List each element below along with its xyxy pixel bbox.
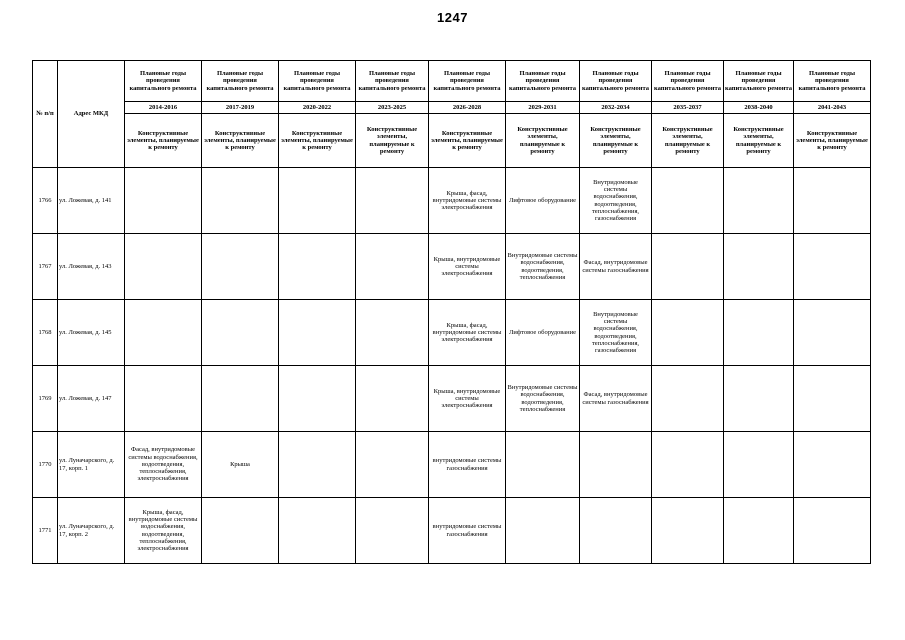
elements-subheader: Конструктивные элементы, планируемые к ремонту — [429, 114, 506, 168]
period-years-header: 2041-2043 — [794, 102, 871, 114]
repair-elements-cell: Внутридомовые системы водоснабжения, водоотведения, теплоснабжения, газоснабжения — [580, 300, 652, 366]
row-address: ул. Ложевая, д. 145 — [58, 300, 125, 366]
period-years-header: 2017-2019 — [202, 102, 279, 114]
repair-elements-cell — [724, 498, 794, 564]
period-years-header: 2029-2031 — [506, 102, 580, 114]
repair-elements-cell: Крыша, фасад, внутридомовые системы электроснабжения — [429, 168, 506, 234]
table-row — [33, 234, 871, 300]
repair-elements-cell — [794, 168, 871, 234]
period-years-header: 2035-2037 — [652, 102, 724, 114]
table-row — [33, 168, 871, 234]
table-row — [33, 432, 871, 498]
repair-elements-cell: Фасад, внутридомовые системы газоснабжения — [580, 234, 652, 300]
repair-elements-cell: Фасад, внутридомовые системы газоснабжения — [580, 366, 652, 432]
elements-subheader: Конструктивные элементы, планируемые к ремонту — [125, 114, 202, 168]
page-number: 1247 — [437, 10, 468, 25]
repair-elements-cell — [125, 300, 202, 366]
repair-elements-cell: Крыша, фасад, внутридомовые системы электроснабжения — [429, 300, 506, 366]
table-row — [33, 366, 871, 432]
period-years-header: 2026-2028 — [429, 102, 506, 114]
repair-elements-cell: Внутридомовые системы водоснабжения, водоотведения, теплоснабжения — [506, 366, 580, 432]
repair-elements-cell: Фасад, внутридомовые системы водоснабжения, водоотведения, теплоснабжения, электроснабжения — [125, 432, 202, 498]
repair-schedule-table — [32, 60, 871, 564]
repair-elements-cell — [202, 366, 279, 432]
elements-subheader: Конструктивные элементы, планируемые к ремонту — [356, 114, 429, 168]
period-title-header: Плановые годы проведения капитального ремонта — [506, 61, 580, 102]
table-row — [33, 498, 871, 564]
repair-elements-cell: Крыша — [202, 432, 279, 498]
repair-elements-cell: Внутридомовые системы водоснабжения, водоотведения, теплоснабжения, газоснабжения — [580, 168, 652, 234]
repair-elements-cell — [202, 300, 279, 366]
repair-elements-cell: внутридомовые системы газоснабжения — [429, 432, 506, 498]
repair-elements-cell — [125, 168, 202, 234]
elements-subheader: Конструктивные элементы, планируемые к ремонту — [794, 114, 871, 168]
repair-elements-cell — [202, 168, 279, 234]
repair-elements-cell — [724, 234, 794, 300]
repair-elements-cell — [356, 300, 429, 366]
repair-elements-cell — [279, 366, 356, 432]
repair-elements-cell — [580, 498, 652, 564]
repair-elements-cell — [794, 432, 871, 498]
period-title-header: Плановые годы проведения капитального ремонта — [125, 61, 202, 102]
elements-subheader: Конструктивные элементы, планируемые к ремонту — [652, 114, 724, 168]
repair-elements-cell: Крыша, внутридомовые системы электроснабжения — [429, 366, 506, 432]
row-number: 1771 — [33, 498, 58, 564]
repair-elements-cell — [506, 432, 580, 498]
period-title-header: Плановые годы проведения капитального ремонта — [202, 61, 279, 102]
repair-elements-cell — [356, 168, 429, 234]
repair-elements-cell — [652, 234, 724, 300]
repair-elements-cell — [356, 366, 429, 432]
elements-subheader: Конструктивные элементы, планируемые к ремонту — [580, 114, 652, 168]
row-address: ул. Луначарского, д. 17, корп. 1 — [58, 432, 125, 498]
repair-elements-cell: Крыша, фасад, внутридомовые системы водоснабжения, водоотведения, теплоснабжения, электроснабжения — [125, 498, 202, 564]
repair-elements-cell — [356, 234, 429, 300]
row-number: 1769 — [33, 366, 58, 432]
elements-subheader: Конструктивные элементы, планируемые к ремонту — [506, 114, 580, 168]
period-title-header: Плановые годы проведения капитального ремонта — [356, 61, 429, 102]
period-years-header: 2020-2022 — [279, 102, 356, 114]
repair-elements-cell — [794, 366, 871, 432]
repair-elements-cell — [724, 432, 794, 498]
row-address: ул. Ложевая, д. 147 — [58, 366, 125, 432]
period-title-header: Плановые годы проведения капитального ремонта — [652, 61, 724, 102]
repair-elements-cell — [506, 498, 580, 564]
repair-elements-cell — [125, 366, 202, 432]
repair-elements-cell: Лифтовое оборудование — [506, 168, 580, 234]
repair-elements-cell — [794, 300, 871, 366]
row-address: ул. Ложевая, д. 143 — [58, 234, 125, 300]
repair-elements-cell — [652, 498, 724, 564]
repair-elements-cell — [279, 300, 356, 366]
period-title-header: Плановые годы проведения капитального ремонта — [794, 61, 871, 102]
repair-elements-cell: Внутридомовые системы водоснабжения, водоотведения, теплоснабжения — [506, 234, 580, 300]
row-number: 1766 — [33, 168, 58, 234]
repair-elements-cell — [279, 168, 356, 234]
row-number: 1768 — [33, 300, 58, 366]
elements-subheader: Конструктивные элементы, планируемые к ремонту — [279, 114, 356, 168]
repair-elements-cell — [724, 366, 794, 432]
repair-elements-cell: Лифтовое оборудование — [506, 300, 580, 366]
period-title-header: Плановые годы проведения капитального ремонта — [724, 61, 794, 102]
repair-elements-cell — [356, 498, 429, 564]
table-row — [33, 300, 871, 366]
repair-elements-cell — [125, 234, 202, 300]
repair-elements-cell — [202, 498, 279, 564]
repair-elements-cell — [356, 432, 429, 498]
period-years-header: 2038-2040 — [724, 102, 794, 114]
period-years-header: 2014-2016 — [125, 102, 202, 114]
row-number: 1770 — [33, 432, 58, 498]
repair-elements-cell — [794, 234, 871, 300]
repair-elements-cell — [652, 168, 724, 234]
period-title-header: Плановые годы проведения капитального ремонта — [580, 61, 652, 102]
elements-subheader: Конструктивные элементы, планируемые к ремонту — [202, 114, 279, 168]
repair-elements-cell — [580, 432, 652, 498]
row-address: ул. Луначарского, д. 17, корп. 2 — [58, 498, 125, 564]
repair-elements-cell — [652, 432, 724, 498]
repair-elements-cell — [279, 432, 356, 498]
repair-elements-cell: Крыша, внутридомовые системы электроснабжения — [429, 234, 506, 300]
col-address-header: Адрес МКД — [58, 61, 125, 168]
repair-elements-cell — [652, 366, 724, 432]
row-number: 1767 — [33, 234, 58, 300]
repair-elements-cell — [794, 498, 871, 564]
period-years-header: 2032-2034 — [580, 102, 652, 114]
repair-elements-cell — [652, 300, 724, 366]
period-title-header: Плановые годы проведения капитального ремонта — [279, 61, 356, 102]
repair-elements-cell — [279, 498, 356, 564]
period-title-header: Плановые годы проведения капитального ремонта — [429, 61, 506, 102]
row-address: ул. Ложевая, д. 141 — [58, 168, 125, 234]
repair-elements-cell — [724, 168, 794, 234]
col-num-header: № п/п — [33, 61, 58, 168]
repair-elements-cell — [202, 234, 279, 300]
repair-elements-cell — [724, 300, 794, 366]
period-years-header: 2023-2025 — [356, 102, 429, 114]
repair-elements-cell — [279, 234, 356, 300]
elements-subheader: Конструктивные элементы, планируемые к ремонту — [724, 114, 794, 168]
repair-elements-cell: внутридомовые системы газоснабжения — [429, 498, 506, 564]
